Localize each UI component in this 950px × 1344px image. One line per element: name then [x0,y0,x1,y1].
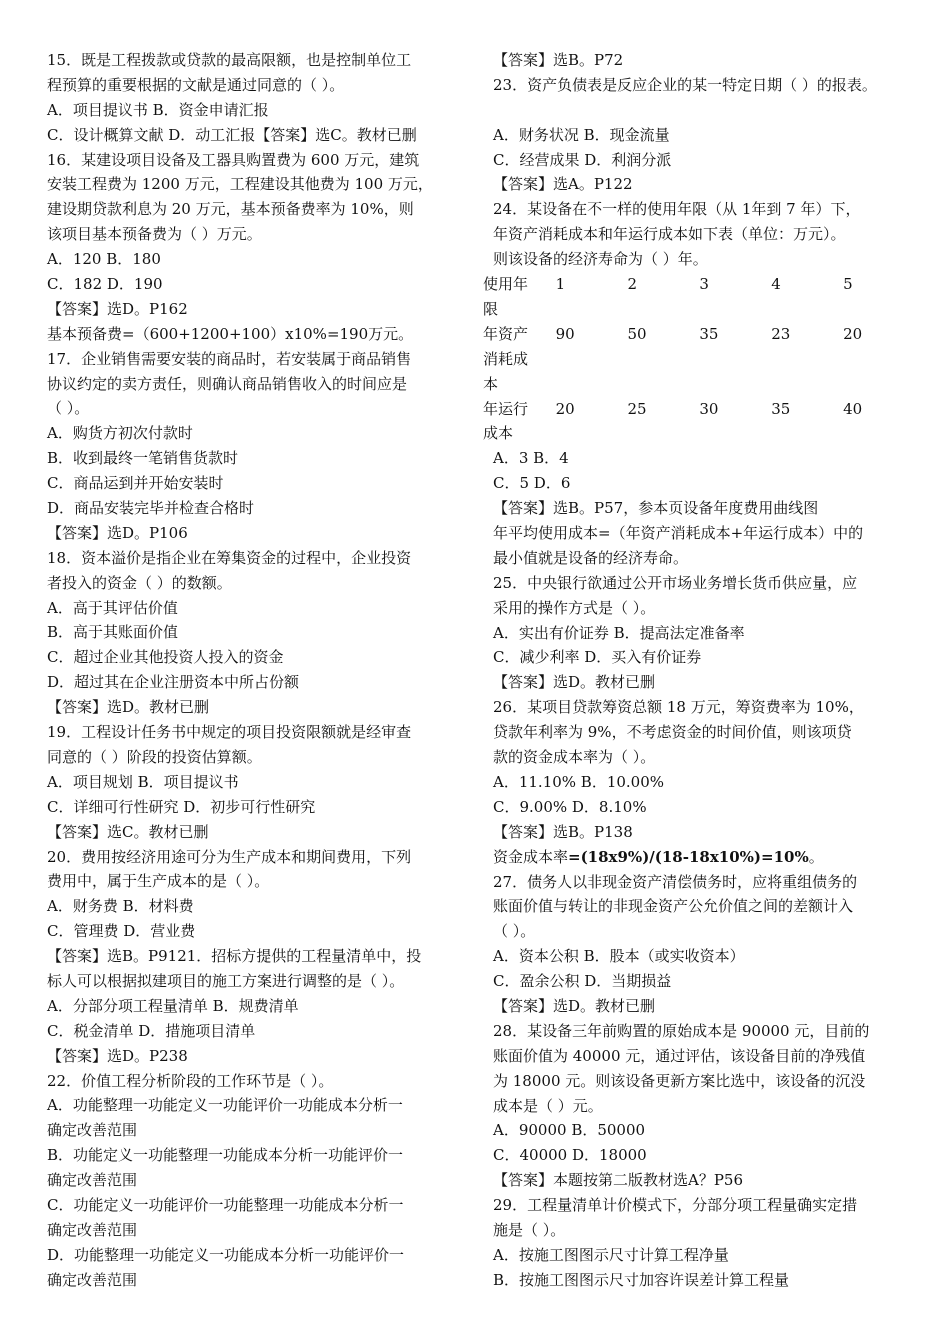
text-line: 同意的（ ）阶段的投资估算额。 [47,747,262,766]
table-cell: 35 [699,324,719,343]
row-label: 使用年限 [483,275,529,318]
text-line: A．分部分项工程量清单 B．规费清单 [47,996,299,1015]
text-line: 26．某项目贷款筹资总额 18 万元，筹资费率为 10%， [493,698,864,717]
text-line: A．功能整理一功能定义一功能评价一功能成本分析一 [47,1096,403,1115]
text-line: 25．中央银行欲通过公开市场业务增长货币供应量，应 [493,573,858,592]
text-line: 账面价值为 40000 元，通过评估，该设备目前的净残值 [493,1046,866,1065]
text-line: C．设计概算文献 D．动工汇报【答案】选C。教材已删 [47,125,417,144]
table-row [483,397,915,447]
text-line: 施是（ ）。 [493,1220,566,1239]
text-line: （ ）。 [47,399,90,418]
text-line: 【答案】本题按第二版教材选A？P56 [493,1171,744,1190]
text-line: 则该设备的经济寿命为（ ）年。 [493,250,708,269]
text-line: C．盈余公积 D．当期损益 [493,972,672,991]
text-line: 确定改善范围 [47,1270,138,1289]
text-line: 【答案】选D。P162 [47,299,188,318]
text-line: 协议约定的卖方责任，则确认商品销售收入的时间应是 [47,374,408,393]
text-line: C．5 D．6 [493,474,571,493]
text-line: 23．资产负债表是反应企业的某一特定日期（ ）的报表。 [493,75,877,94]
text-line: C．经营成果 D．利润分派 [493,150,672,169]
left-column [47,48,459,1293]
text-line: 22．价值工程分析阶段的工作环节是（ ）。 [47,1071,334,1090]
text-line: A．120 B．180 [47,250,161,269]
text-line: 账面价值与转让的非现金资产公允价值之间的差额计入 [493,897,854,916]
text-line: 【答案】选D。教材已删 [47,698,210,717]
text-line: A．财务费 B．材料费 [47,897,194,916]
text-line: 【答案】选D。P106 [47,523,188,542]
right-bottom-block [490,446,920,844]
table-cell: 5 [843,275,853,294]
table-cell: 50 [627,324,647,343]
text-line: 【答案】选D。教材已删 [493,673,656,692]
formula-suffix: 。 [808,847,824,866]
right-column [483,48,920,1293]
text-line: 者投入的资金（ ）的数额。 [47,573,232,592]
table-cell: 35 [771,399,791,418]
table-cell: 20 [555,399,575,418]
table-cell: 90 [555,324,575,343]
table-row [483,272,915,322]
text-line: 【答案】选B。P138 [493,822,633,841]
text-line: 【答案】选C。教材已删 [47,822,209,841]
text-line: 该项目基本预备费为（ ）万元。 [47,225,262,244]
text-line: B．收到最终一笔销售货款时 [47,449,239,468]
text-line: 【答案】选D。教材已删 [493,996,656,1015]
text-line: C．超过企业其他投资人投入的资金 [47,648,284,667]
text-line: 15．既是工程拨款或贷款的最高限额，也是控制单位工 [47,51,412,69]
text-line: 确定改善范围 [47,1171,138,1190]
text-line: 款的资金成本率为（ ）。 [493,748,656,767]
text-line: A．项目规划 B．项目提议书 [47,772,239,791]
text-line: 16．某建设项目设备及工器具购置费为 600 万元，建筑 [47,150,420,169]
text-line: 确定改善范围 [47,1220,138,1239]
text-line: B．按施工图图示尺寸加容许误差计算工程量 [493,1270,790,1289]
table-cell: 1 [555,275,566,294]
right-end-block [490,870,920,1293]
text-line [490,98,920,123]
table-cell: 30 [699,399,719,418]
text-line: A．高于其评估价值 [47,598,178,617]
text-line: C．功能定义一功能评价一功能整理一功能成本分析一 [47,1195,404,1214]
text-line: C．182 D．190 [47,275,163,294]
text-line: （ ）。 [493,922,536,941]
text-line: 确定改善范围 [47,1121,138,1140]
text-line: 采用的操作方式是（ ）。 [493,598,656,617]
text-line: 程预算的重要根据的文献是通过同意的（ ）。 [47,75,345,94]
text-line: C．详细可行性研究 D．初步可行性研究 [47,797,316,816]
text-line: 【答案】选D。P238 [47,1046,188,1065]
row-label: 年运行成本 [483,399,529,443]
text-line: 年资产消耗成本和年运行成本如下表（单位：万元）。 [493,225,846,244]
text-line: D．功能整理一功能定义一功能成本分析一功能评价一 [47,1245,405,1264]
formula-body: =(18x9%)/(18-18x10%)=10% [568,847,809,866]
text-line: 标人可以根据拟建项目的施工方案进行调整的是（ ）。 [47,971,405,990]
table-row [483,322,915,397]
text-line: 27．债务人以非现金资产清偿债务时，应将重组债务的 [493,872,858,891]
service-life-cost-table [483,272,915,446]
text-line: 20．费用按经济用途可分为生产成本和期间费用，下列 [47,847,412,866]
text-line: C．9.00% D．8.10% [493,797,647,816]
text-line: 【答案】选B。P9121．招标方提供的工程量清单中，投 [47,947,422,966]
text-line: 17．企业销售需要安装的商品时，若安装属于商品销售 [47,349,412,368]
text-line: 贷款年利率为 9%，不考虑资金的时间价值，则该项贷 [493,723,852,742]
text-line: A．财务状况 B．现金流量 [493,125,670,144]
text-line: A．项目提议书 B．资金申请汇报 [47,100,269,119]
table-cell: 20 [843,324,863,343]
formula-line [490,845,920,870]
text-line: A．资本公积 B．股本（或实收资本） [493,947,745,966]
text-line: C．40000 D．18000 [493,1146,647,1165]
text-line: 成本是（ ）元。 [493,1096,603,1115]
text-line: 【答案】选A。P122 [493,175,633,194]
table-cell: 40 [843,399,863,418]
text-line: 【答案】选B。P72 [493,51,624,69]
text-line: A．购货方初次付款时 [47,424,193,443]
table-cell: 2 [627,275,638,294]
table-cell: 25 [627,399,647,418]
text-line: 最小值就是设备的经济寿命。 [493,548,689,567]
text-line: D．超过其在企业注册资本中所占份额 [47,673,300,692]
text-line: 建设期贷款利息为 20 万元，基本预备费率为 10%，则 [47,200,414,219]
text-line: A．实出有价证券 B．提高法定准备率 [493,623,745,642]
text-line: 19．工程设计任务书中规定的项目投资限额就是经审查 [47,723,412,742]
text-line: C．减少利率 D．买入有价证券 [493,648,702,667]
table-cell: 4 [771,275,781,294]
text-line: C．商品运到并开始安装时 [47,474,224,493]
table-cell: 23 [771,324,791,343]
text-line: D．商品安装完毕并检查合格时 [47,499,255,518]
text-line: 基本预备费=（600+1200+100）x10%=190万元。 [47,324,414,343]
text-line: 24．某设备在不一样的使用年限（从 1年到 7 年）下， [493,200,861,219]
text-line: A．90000 B．50000 [493,1121,646,1140]
text-line: 28．某设备三年前购置的原始成本是 90000 元，目前的 [493,1021,870,1040]
text-line: C．管理费 D．营业费 [47,922,196,941]
right-top-block [490,48,920,272]
text-line: 为 18000 元。则该设备更新方案比选中，该设备的沉没 [493,1071,866,1090]
text-line: A．11.10% B．10.00% [493,772,665,791]
text-line: 29．工程量清单计价模式下，分部分项工程量确实定措 [493,1196,858,1215]
text-line: B．功能定义一功能整理一功能成本分析一功能评价一 [47,1146,404,1165]
text-line: 年平均使用成本=（年资产消耗成本+年运行成本）中的 [493,524,864,543]
formula-prefix: 资金成本率 [493,847,569,866]
row-label: 年资产消耗成本 [483,324,529,393]
text-line: 【答案】选B。P57，参本页设备年度费用曲线图 [493,499,819,518]
text-line: A．3 B．4 [493,449,569,468]
text-line: A．按施工图图示尺寸计算工程净量 [493,1245,729,1264]
text-line: 安装工程费为 1200 万元，工程建设其他费为 100 万元， [47,175,433,194]
text-line: 费用中，属于生产成本的是（ ）。 [47,872,270,891]
table-cell: 3 [699,275,709,294]
text-line: C．税金清单 D．措施项目清单 [47,1021,256,1040]
text-line: B．高于其账面价值 [47,623,179,642]
text-line: 18．资本溢价是指企业在筹集资金的过程中，企业投资 [47,548,412,567]
